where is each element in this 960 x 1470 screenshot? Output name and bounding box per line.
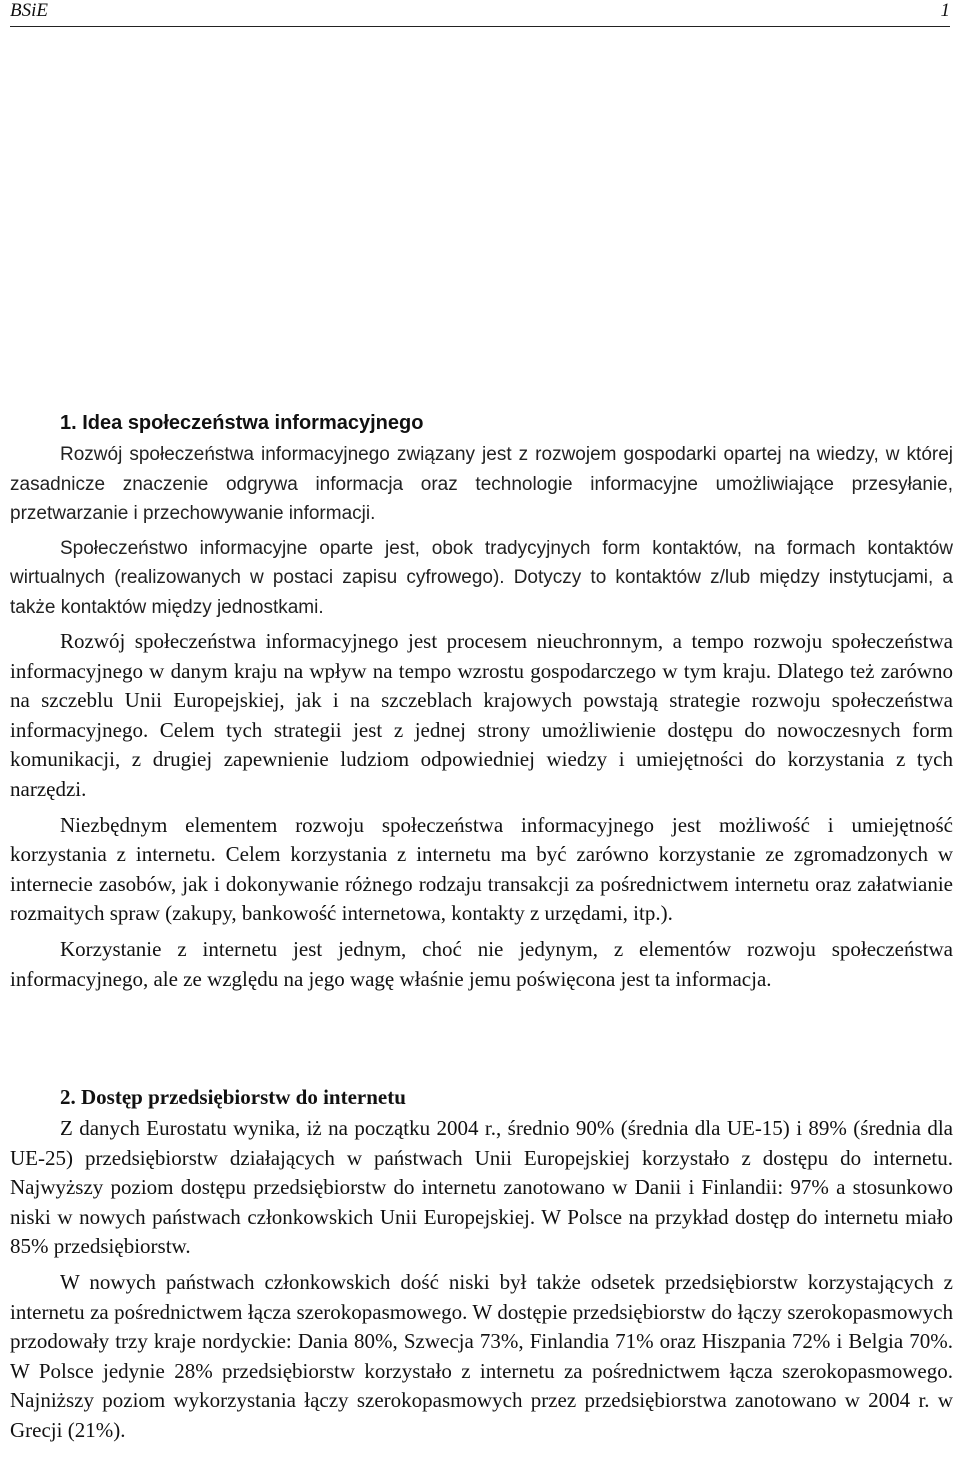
paragraph: Rozwój społeczeństwa informacyjnego związany jest z rozwojem gospodarki opartej na wiedzy, w której zasadnicze znaczenie odgrywa informacja oraz technologie informacyjne umożliwiające przesyłanie, przetwarzanie i przechowywanie informacji. [10,444,953,524]
paragraph: W nowych państwach członkowskich dość niski był także odsetek przedsiębiorstw korzystających z internetu za pośrednictwem łącza szerokopasmowego. W dostępie przedsiębiorstw do łączy szerokopasmowych przodowały trzy kraje nordyckie: Dania 80%, Szwecja 73%, Finlandia 71% oraz Hiszpania 72% i Belgia 70%. W Polsce jedynie 28% przedsiębiorstw korzystało z internetu za pośrednictwem łącza szerokopasmowego. Najniższy poziom wykorzystania łączy szerokopasmowych przez przedsiębiorstwa zanotowano w 2004 r. w Grecji (21%). [10,1269,953,1442]
section-idea [10,408,953,1000]
paragraph: Rozwój społeczeństwa informacyjnego jest procesem nieuchronnym, a tempo rozwoju społeczeństwa informacyjnego w danym kraju na wpływ na tempo wzrostu gospodarczego w tym kraju. Dlatego też zarówno na szczeblu Unii Europejskiej, jak i na szczeblach krajowych powstają strategie rozwoju społeczeństwa informacyjnego. Celem tych strategii jest z jednej strony umożliwienie dostępu do nowoczesnych form komunikacji, z drugiej zapewnienie ludziom odpowiedniej wiedzy i umiejętności do korzystania z tych narzędzi. [10,629,953,801]
paragraph: Społeczeństwo informacyjne oparte jest, obok tradycyjnych form kontaktów, na formach kontaktów wirtualnych (realizowanych w postaci zapisu cyfrowego). Dotyczy to kontaktów z/lub między instytucjami, a także kontaktów między jednostkami. [10,537,953,618]
section-heading: 1. Idea społeczeństwa informacyjnego [60,412,424,434]
section-access [10,1082,953,1452]
running-header [10,0,950,27]
header-title: BSiE [10,0,48,21]
paragraph: Korzystanie z internetu jest jednym, choć nie jedynym, z elementów rozwoju społeczeństwa informacyjnego, ale ze względu na jego wagę właśnie jemu poświęcona jest ta informacja. [10,936,953,991]
section-heading: 2. Dostęp przedsiębiorstw do internetu [60,1085,406,1109]
page-number: 1 [940,0,950,21]
paragraph: Niezbędnym elementem rozwoju społeczeństwa informacyjnego jest możliwość i umiejętność korzystania z internetu. Celem korzystania z internetu ma być zarówno korzystanie ze zgromadzonych w internecie zasobów, jak i dokonywanie różnego rodzaju transakcji za pośrednictwem internetu oraz załatwianie rozmaitych spraw (zakupy, bankowość internetowa, kontakty z urzędami, itp.). [10,812,953,926]
paragraph: Z danych Eurostatu wynika, iż na początku 2004 r., średnio 90% (średnia dla UE-15) i 89% (średnia dla UE-25) przedsiębiorstw działających w państwach Unii Europejskiej korzystało z dostępu do internetu. Najwyższy poziom dostępu przedsiębiorstw do internetu zanotowano w Danii i Finlandii: 97% a stosunkowo niski w nowych państwach członkowskich Unii Europejskiej. W Polsce na przykład dostęp do internetu miało 85% przedsiębiorstw. [10,1116,953,1259]
